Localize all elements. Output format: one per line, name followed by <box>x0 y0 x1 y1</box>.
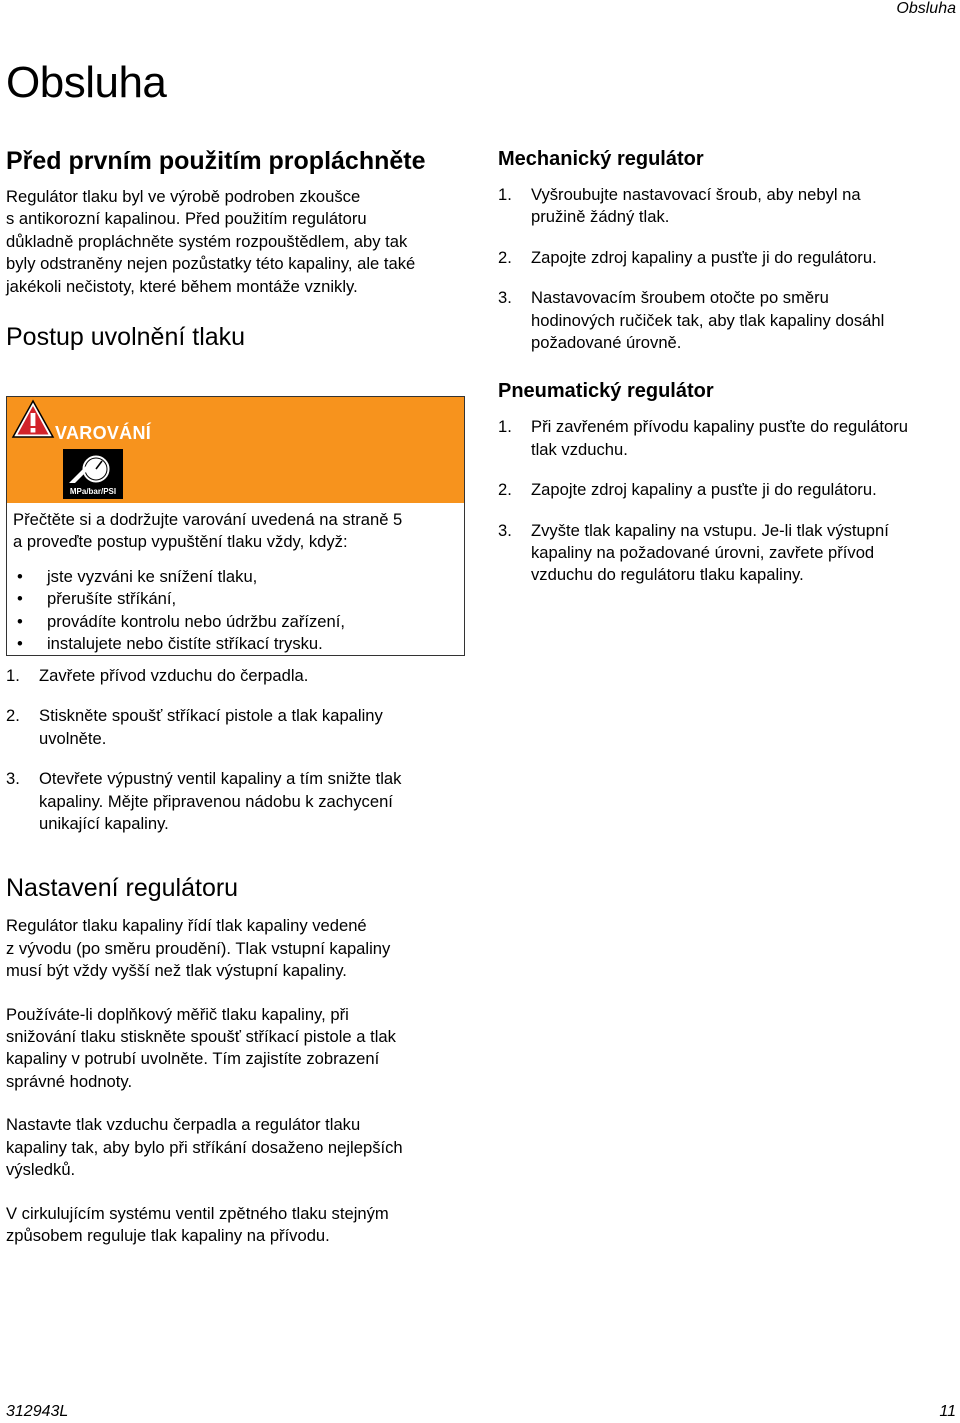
text-line: jakékoli nečistoty, které během montáže vznikly. <box>6 276 358 296</box>
list-item: 2. Zapojte zdroj kapaliny a pusťte ji do regulátoru. <box>498 479 958 501</box>
text-line: Regulátor tlaku byl ve výrobě podroben zkoušce <box>6 187 361 206</box>
warning-title: VAROVÁNÍ <box>55 423 152 443</box>
mechanical-heading: Mechanický regulátor <box>498 148 704 170</box>
text-line: Přečtěte si a dodržujte varování uvedená na straně 5 <box>13 510 403 529</box>
bullet-icon: • <box>17 611 23 631</box>
step-number: 2. <box>498 480 512 500</box>
list-item: 2. Zapojte zdroj kapaliny a pusťte ji do regulátoru. <box>498 247 958 269</box>
list-item: 1. Vyšroubujte nastavovací šroub, aby nebyl na pružině žádný tlak. <box>498 185 861 227</box>
setup-paragraph: Používáte-li doplňkový měřič tlaku kapaliny, při snižování tlaku stiskněte spoušť stříkací pistole a tlak kapaliny v potrubí uvolněte. Tím zajistíte zobrazení správné hodnoty. <box>6 1004 396 1091</box>
text-line: byly odstraněny nejen pozůstatky této kapaliny, ale také <box>6 254 416 274</box>
list-item: • jste vyzváni ke snížení tlaku, <box>13 566 458 588</box>
left-column <box>6 146 471 352</box>
step-number: 3. <box>498 288 512 308</box>
list-item: 1. Zavřete přívod vzduchu do čerpadla. <box>6 665 471 687</box>
list-item: 3. Zvyšte tlak kapaliny na vstupu. Je-li tlak výstupní kapaliny na požadované úrovni, zavřete přívod vzduchu do regulátoru tlaku kapaliny. <box>498 520 889 585</box>
warning-body <box>13 509 458 655</box>
pneumatic-heading: Pneumatický regulátor <box>498 380 714 403</box>
setup-heading: Nastavení regulátoru <box>6 874 239 903</box>
list-item: 3. Nastavovacím šroubem otočte po směru hodinových ručiček tak, aby tlak kapaliny dosáhl požadované úrovně. <box>498 288 885 353</box>
right-column <box>498 146 958 605</box>
warning-bullet-list <box>13 566 458 656</box>
step-number: 2. <box>498 247 512 267</box>
relief-steps <box>6 665 471 835</box>
left-column-lower <box>6 665 471 1247</box>
text-line: s antikorozní kapalinou. Před použitím regulátoru <box>6 209 367 229</box>
list-item: • provádíte kontrolu nebo údržbu zařízení, <box>13 611 458 633</box>
flush-paragraph <box>6 186 471 298</box>
list-item: 2. Stiskněte spoušť stříkací pistole a tlak kapaliny uvolněte. <box>6 706 383 748</box>
step-number: 3. <box>498 520 512 540</box>
warning-box <box>6 396 465 656</box>
page-title: Obsluha <box>6 58 167 107</box>
bullet-icon: • <box>17 566 23 586</box>
gauge-icon <box>64 450 122 486</box>
bullet-icon: • <box>17 589 23 609</box>
page-number: 11 <box>939 1403 956 1420</box>
warning-intro <box>13 509 458 554</box>
setup-paragraph: Regulátor tlaku kapaliny řídí tlak kapaliny vedené z vývodu (po směru proudění). Tlak vstupní kapaliny musí být vždy vyšší než tlak výstupní kapaliny. <box>6 916 391 981</box>
warning-triangle-icon <box>11 399 55 439</box>
step-number: 1. <box>498 417 512 437</box>
running-header: Obsluha <box>896 0 956 17</box>
list-item: • přerušíte stříkání, <box>13 588 458 610</box>
step-number: 3. <box>6 769 20 789</box>
mechanical-steps <box>498 184 958 354</box>
warning-header <box>7 397 464 503</box>
list-item: • instalujete nebo čistíte stříkací trysku. <box>13 633 458 655</box>
pneumatic-steps <box>498 416 958 586</box>
step-number: 2. <box>6 706 20 726</box>
list-item: 1. Při zavřeném přívodu kapaliny pusťte do regulátoru tlak vzduchu. <box>498 417 909 459</box>
relief-heading: Postup uvolnění tlaku <box>6 323 246 352</box>
flush-heading: Před prvním použitím propláchněte <box>6 147 426 175</box>
document-number: 312943L <box>6 1403 69 1420</box>
step-number: 1. <box>6 666 20 685</box>
setup-paragraph: Nastavte tlak vzduchu čerpadla a regulátor tlaku kapaliny tak, aby bylo při stříkání dosaženo nejlepších výsledků. <box>6 1115 403 1180</box>
setup-paragraph: V cirkulujícím systému ventil zpětného tlaku stejným způsobem reguluje tlak kapaliny na přívodu. <box>6 1203 389 1245</box>
gauge-unit-label: MPa/bar/PSI <box>64 485 122 498</box>
list-item: 3. Otevřete výpustný ventil kapaliny a tím snižte tlak kapaliny. Mějte připravenou nádobu k zachycení unikající kapaliny. <box>6 769 402 834</box>
bullet-icon: • <box>17 634 23 654</box>
step-number: 1. <box>498 185 512 204</box>
text-line: a proveďte postup vypuštění tlaku vždy, když: <box>13 532 348 552</box>
pressure-gauge-icon <box>63 449 123 499</box>
text-line: důkladně propláchněte systém rozpouštědlem, aby tak <box>6 231 408 251</box>
